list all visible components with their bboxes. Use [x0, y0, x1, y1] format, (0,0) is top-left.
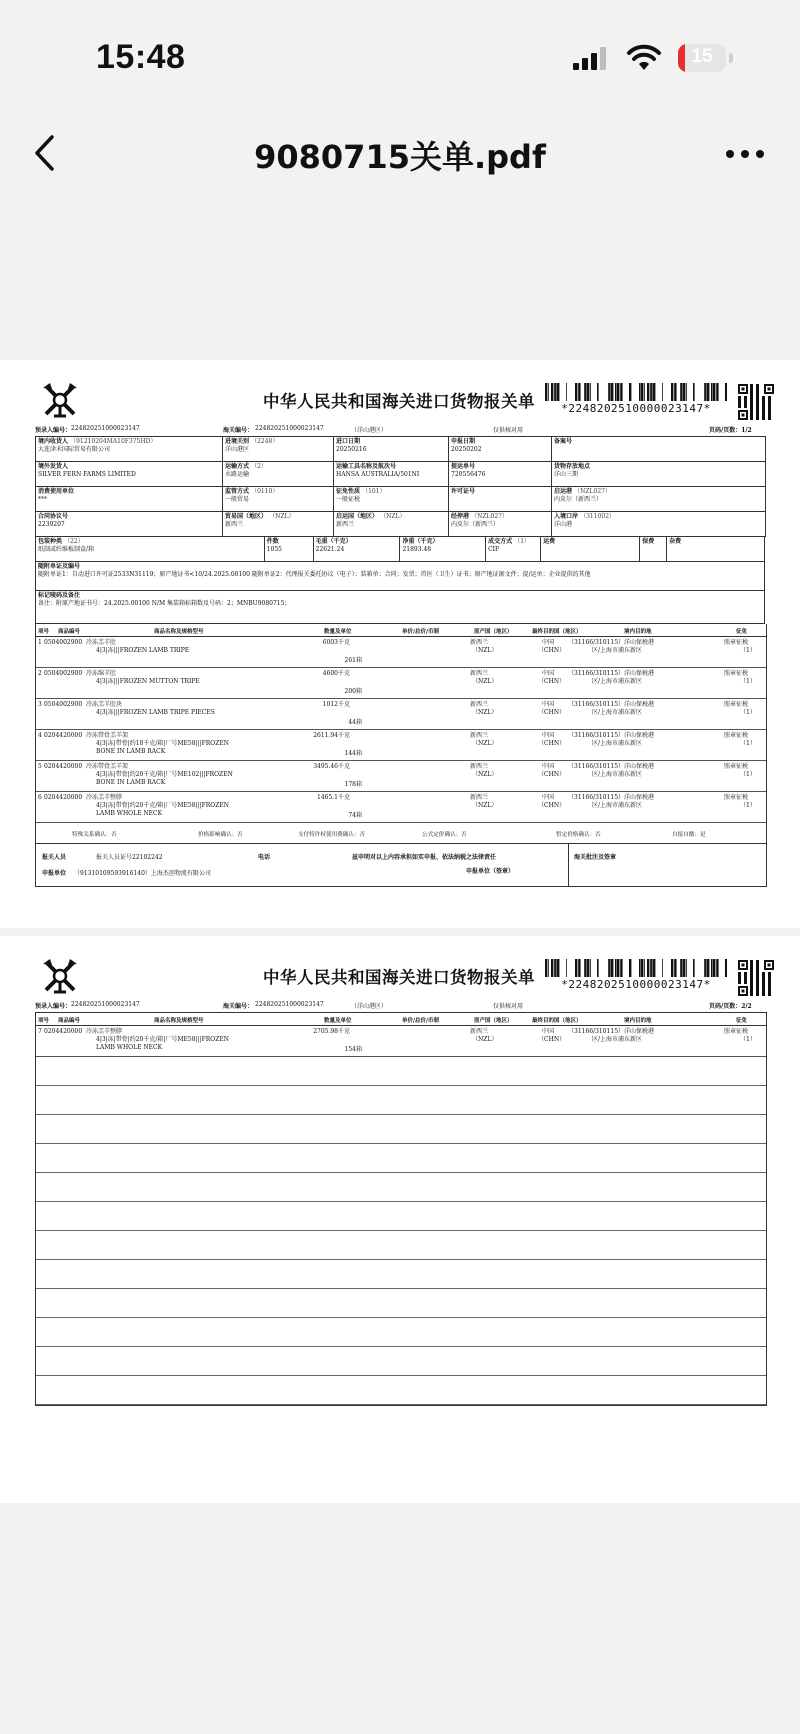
provisional-price-confirm: 暂定价格确认：否: [556, 832, 601, 839]
goods-code: 0504002900: [44, 639, 83, 647]
goods-name: 冷冻羔羊整脖: [86, 794, 123, 802]
goods-origin: 新西兰: [470, 1028, 489, 1035]
field-label: 净重（千克）: [402, 538, 439, 546]
goods-qty: 1465.1千克: [317, 794, 350, 802]
goods-qty2: 178箱: [344, 781, 362, 789]
goods-origin-code: （NZL）: [472, 740, 498, 748]
goods-row: [36, 699, 766, 730]
header-field: [552, 462, 766, 487]
header-field: [449, 487, 552, 512]
pdf-page-1: [0, 360, 800, 928]
field-value: CIF: [488, 546, 500, 554]
field-code: （311002）: [580, 513, 616, 520]
wifi-icon: [626, 44, 662, 72]
goods-header-name-spec: 商品名称及规格型号: [154, 1018, 204, 1024]
header-field: [552, 512, 766, 537]
goods-duty-code: （1）: [740, 802, 756, 810]
form-header-p2: [35, 944, 765, 998]
pre-entry-number: 224820251000023147: [71, 425, 140, 432]
docs-value: 随附单证1：自动进口许可证2533N31119；原产地证书<10/24.2025.00100 随附单证2：代理报关委托协议（电子）；装箱单；合同；发票；兽医（卫生）证书；原产地证据文件；提/运单；企业提供的其他: [38, 571, 591, 579]
packing-field: [541, 537, 640, 562]
goods-origin-code: （NZL）: [472, 771, 498, 779]
empty-row: [36, 1289, 766, 1318]
field-code: （91210204MA10F375HD）: [70, 438, 157, 445]
goods-name: 冷冻绵羊肚: [86, 670, 117, 678]
goods-duty-code: （1）: [740, 740, 756, 748]
self-pay-confirm: 自报自缴：是: [672, 832, 706, 839]
pre-entry-label: 预录入编号：: [35, 1003, 72, 1010]
customs-number: 224820251000023147: [255, 1001, 324, 1008]
field-label: 货物存放地点: [554, 463, 591, 470]
goods-origin: 新西兰: [470, 763, 489, 771]
header-field: [36, 487, 223, 512]
field-label: 备案号: [554, 438, 573, 445]
nav-bar: [0, 120, 800, 190]
field-value: 20250202: [451, 446, 482, 453]
field-value: HANSA AUSTRALIA/501NI: [336, 471, 420, 478]
goods-header-code-name: 商品编号: [58, 629, 81, 636]
pre-entry-label: 预录入编号：: [35, 427, 72, 434]
barcode-number: *2248202510000023147*: [561, 402, 711, 415]
goods-duty: 照章征税: [724, 639, 749, 647]
field-label: 进境关别: [225, 438, 250, 445]
declarer-cert: 报关人员证号22102242: [96, 854, 163, 862]
field-label: 包装种类: [38, 538, 63, 546]
goods-domestic: （31166/310115）洋山保税港: [568, 794, 655, 802]
goods-header-dest: 最终目的国（地区）: [532, 629, 582, 636]
goods-header-no: 项号: [38, 1018, 50, 1024]
goods-dest: 中国: [542, 670, 555, 678]
goods-duty-code: （1）: [740, 771, 756, 779]
header-field: [223, 487, 334, 512]
goods-spec: 4|3|冻|||FROZEN LAMB TRIPE: [96, 647, 190, 655]
goods-header: [36, 1013, 766, 1026]
goods-row: [36, 730, 766, 761]
field-value: 新西兰: [225, 521, 244, 528]
goods-code: 0504002900: [44, 701, 83, 709]
form-title: 中华人民共和国海关进口货物报关单: [263, 392, 535, 411]
goods-header-duty: 征免: [736, 629, 748, 636]
field-label: 入境口岸: [554, 513, 579, 520]
field-label: 境内收货人: [38, 438, 69, 445]
field-value: 内皮尔（新西兰）: [554, 496, 603, 503]
verify-note: 仅供核对用: [493, 1003, 524, 1010]
goods-domestic2: 区/上海市浦东新区: [592, 771, 643, 779]
goods-name: 冷冻带骨羔羊架: [86, 763, 129, 771]
goods-no: 5: [38, 763, 42, 771]
header-field: [334, 512, 449, 537]
empty-row: [36, 1260, 766, 1289]
goods-origin-code: （NZL）: [472, 1036, 498, 1043]
empty-row: [36, 1376, 766, 1405]
goods-origin: 新西兰: [470, 794, 489, 802]
field-label: 监管方式: [225, 488, 250, 495]
header-field: [552, 437, 766, 462]
goods-domestic: （31166/310115）洋山保税港: [568, 639, 655, 647]
barcode-image: [545, 383, 727, 401]
field-value: ***: [38, 496, 47, 503]
page-count: 页码/页数：2/2: [709, 1003, 752, 1010]
goods-header-price: 单价/总价/币制: [402, 629, 440, 636]
header-field: [552, 487, 766, 512]
header-field: [223, 512, 334, 537]
goods-domestic2: 区/上海市浦东新区: [592, 740, 643, 748]
packing-field: [667, 537, 765, 562]
goods-domestic2: 区/上海市浦东新区: [592, 1036, 643, 1043]
price-impact-confirm: 价格影响确认：否: [198, 832, 243, 839]
field-code: （NZL）: [380, 513, 406, 520]
field-value: 洋山港区: [225, 446, 250, 453]
goods-code: 0504002900: [44, 670, 83, 678]
goods-qty2: 154箱: [344, 1046, 362, 1053]
field-label: 境外发货人: [38, 463, 69, 470]
field-value: 21893.48: [402, 546, 432, 554]
field-label: 消费使用单位: [38, 488, 75, 495]
customs-no-label: 海关编号：: [223, 427, 254, 434]
legal-statement: 兹申明对以上内容承担如实申报、依法纳税之法律责任: [352, 854, 497, 862]
field-label: 毛重（千克）: [315, 538, 352, 546]
field-code: （NZL）: [269, 513, 295, 520]
empty-row: [36, 1173, 766, 1202]
goods-no: 7: [38, 1028, 42, 1035]
goods-dest: 中国: [542, 763, 555, 771]
goods-no: 4: [38, 732, 42, 740]
declarer-label: 报关人员: [42, 854, 67, 862]
field-value: 洋山三期: [554, 471, 579, 478]
barcode-image: [545, 959, 727, 977]
field-value: 1055: [266, 546, 282, 554]
goods-row: [36, 668, 766, 699]
field-value: 大连津禾国际贸易有限公司: [38, 446, 111, 453]
empty-row: [36, 1318, 766, 1347]
goods-header-price: 单价/总价/币制: [402, 1018, 440, 1024]
goods-row: [36, 1026, 766, 1057]
field-label: 申报日期: [451, 438, 476, 445]
field-code: （2248）: [251, 438, 279, 445]
packing-field: [640, 537, 667, 562]
field-value: 水路运输: [225, 471, 250, 478]
header-field: [449, 512, 552, 537]
header-field: [334, 487, 449, 512]
goods-spec: 4|3|冻|||FROZEN MUTTON TRIPE: [96, 678, 200, 686]
goods-spec: 4|3|冻|带骨|约20千克/箱|厂号ME58|||FROZEN: [96, 802, 230, 810]
goods-domestic: （31166/310115）洋山保税港: [568, 670, 655, 678]
field-code: （2）: [251, 463, 267, 470]
goods-domestic: （31166/310115）洋山保税港: [568, 732, 655, 740]
goods-qty2: 44箱: [348, 719, 362, 727]
goods-origin-code: （NZL）: [472, 802, 498, 810]
goods-origin-code: （NZL）: [472, 678, 498, 686]
battery-level: 15: [691, 46, 713, 67]
field-value: 新西兰: [336, 521, 355, 528]
packing-field: [313, 537, 400, 562]
empty-row: [36, 1057, 766, 1086]
goods-origin: 新西兰: [470, 639, 489, 647]
goods-duty: 照章征税: [724, 670, 749, 678]
goods-domestic: （31166/310115）洋山保税港: [568, 763, 655, 771]
field-label: 征免性质: [336, 488, 361, 495]
field-code: （101）: [362, 488, 386, 495]
field-code: （NZL027）: [471, 513, 508, 520]
goods-duty-code: （1）: [740, 1036, 756, 1043]
customs-number: 224820251000023147: [255, 425, 324, 432]
header-field: [449, 437, 552, 462]
declaring-unit: （91310109593916140）上海杰创物流有限公司: [74, 870, 211, 878]
confirm-row: [36, 823, 766, 844]
goods-duty-code: （1）: [740, 678, 756, 686]
field-label: 杂费: [669, 538, 682, 546]
header-field: [223, 462, 334, 487]
goods-header-name-spec: 商品名称及规格型号: [154, 629, 204, 636]
goods-no: 3: [38, 701, 42, 709]
field-label: 贸易国（地区）: [225, 513, 268, 520]
goods-domestic2: 区/上海市浦东新区: [592, 678, 643, 686]
goods-qty: 3495.46千克: [313, 763, 350, 771]
goods-header-no: 项号: [38, 629, 50, 636]
goods-dest: 中国: [542, 1028, 555, 1035]
goods-dest-code: （CHN）: [538, 1036, 566, 1043]
field-code: （NZL027）: [574, 488, 611, 495]
goods-qty: 2611.94千克: [313, 732, 350, 740]
field-value: 2239207: [38, 521, 65, 528]
header-field: [223, 437, 334, 462]
goods-qty: 2705.98千克: [313, 1028, 350, 1035]
goods-header-qty: 数量及单位: [324, 629, 352, 636]
field-label: 运输方式: [225, 463, 250, 470]
goods-origin-code: （NZL）: [472, 709, 498, 717]
goods-dest: 中国: [542, 701, 555, 709]
empty-row: [36, 1347, 766, 1376]
goods-header-domestic: 境内目的地: [624, 629, 652, 636]
goods-dest-code: （CHN）: [538, 647, 566, 655]
more-options-icon[interactable]: [726, 150, 766, 160]
goods-row: [36, 761, 766, 792]
header-field: [36, 462, 223, 487]
field-label: 合同协议号: [38, 513, 69, 520]
goods-name: 冷冻羔羊肚: [86, 639, 117, 647]
phone-label: 电话: [258, 854, 271, 862]
goods-domestic: （31166/310115）洋山保税港: [568, 701, 655, 709]
goods-qty: 6003千克: [322, 639, 350, 647]
header-field: [36, 437, 223, 462]
goods-spec2: LAMB WHOLE NECK: [96, 810, 163, 818]
goods-header-duty: 征免: [736, 1018, 748, 1024]
field-value: SILVER FERN FARMS LIMITED: [38, 471, 136, 478]
status-bar: [0, 0, 800, 110]
field-label: 经停港: [451, 513, 470, 520]
field-label: 运费: [543, 538, 556, 546]
packing-field: [264, 537, 313, 562]
goods-name: 冷冻羔羊整脖: [86, 1028, 123, 1035]
field-value: 洋山港: [554, 521, 573, 528]
goods-table-p2: [35, 1012, 767, 1406]
goods-row: [36, 792, 766, 823]
customs-emblem-icon: [40, 380, 80, 420]
pre-entry-number: 224820251000023147: [71, 1001, 140, 1008]
goods-code: 0204420000: [44, 763, 83, 771]
field-label: 件数: [266, 538, 279, 546]
form-meta-p2: [35, 998, 765, 1012]
packing-fields-table: [35, 536, 765, 624]
marks-value: 备注：附原产地证书号：24.2025.00100 N/M 集装箱标箱数及号码：2；MNBU9080715；: [38, 600, 291, 608]
field-value: 22621.24: [315, 546, 345, 554]
packing-field: [486, 537, 541, 562]
goods-qty2: 200箱: [344, 688, 362, 696]
goods-dest-code: （CHN）: [538, 740, 566, 748]
customs-emblem-icon: [40, 956, 80, 996]
document-title: 9080715关单.pdf: [254, 138, 546, 176]
battery-icon: [678, 44, 726, 72]
formula-price-confirm: 公式定价确认：否: [422, 832, 467, 839]
form-title: 中华人民共和国海关进口货物报关单: [263, 968, 535, 987]
goods-qty: 4600千克: [322, 670, 350, 678]
goods-header-code-name: 商品编号: [58, 1018, 81, 1024]
field-label: 许可证号: [451, 488, 476, 495]
goods-header-dest: 最终目的国（地区）: [532, 1018, 582, 1024]
goods-dest: 中国: [542, 794, 555, 802]
header-field: [334, 437, 449, 462]
empty-row: [36, 1231, 766, 1260]
field-value: 20250216: [336, 446, 367, 453]
goods-spec: 4|3|冻|||FROZEN LAMB TRIPE PIECES: [96, 709, 215, 717]
goods-row: [36, 637, 766, 668]
empty-row: [36, 1115, 766, 1144]
goods-spec: 4|3|冻|带骨|约20千克/箱|厂号ME58|||FROZEN: [96, 1036, 230, 1043]
empty-row: [36, 1202, 766, 1231]
header-field: [36, 512, 223, 537]
goods-origin: 新西兰: [470, 670, 489, 678]
goods-duty: 照章征税: [724, 701, 749, 709]
goods-domestic: （31166/310115）洋山保税港: [568, 1028, 655, 1035]
customs-note-label: 海关批注及签章: [574, 854, 617, 862]
verify-note: 仅供核对用: [493, 427, 524, 434]
goods-table: [35, 624, 767, 887]
barcode-number: *2248202510000023147*: [561, 978, 711, 991]
port-name: （洋山港区）: [351, 1003, 388, 1010]
goods-header-qty: 数量及单位: [324, 1018, 352, 1024]
port-name: （洋山港区）: [351, 427, 388, 434]
goods-spec: 4|3|冻|带骨|约18千克/箱|厂号ME58|||FROZEN: [96, 740, 230, 748]
field-label: 启运国（地区）: [336, 513, 379, 520]
goods-origin: 新西兰: [470, 701, 489, 709]
page-count: 页码/页数：1/2: [709, 427, 752, 434]
field-label: 启运港: [554, 488, 573, 495]
pdf-page-2: [0, 936, 800, 1503]
field-label: 成交方式: [488, 538, 513, 546]
docs-label: 随附单证及编号: [38, 563, 81, 571]
marks-label: 标记唛码及备注: [38, 592, 81, 600]
goods-dest: 中国: [542, 732, 555, 740]
goods-no: 2: [38, 670, 42, 678]
unit-label: 申报单位: [42, 870, 67, 878]
field-code: （1）: [514, 538, 531, 546]
empty-row: [36, 1086, 766, 1115]
goods-dest-code: （CHN）: [538, 771, 566, 779]
goods-domestic2: 区/上海市浦东新区: [592, 709, 643, 717]
goods-header-origin: 原产国（地区）: [474, 629, 513, 636]
goods-duty: 照章征税: [724, 1028, 749, 1035]
goods-header: [36, 624, 766, 637]
goods-spec2: BONE IN LAMB RACK: [96, 779, 166, 787]
empty-row: [36, 1144, 766, 1173]
declaration-footer: [36, 844, 766, 886]
goods-origin: 新西兰: [470, 732, 489, 740]
goods-spec2: BONE IN LAMB RACK: [96, 748, 166, 756]
goods-spec: 4|3|冻|带骨|约20千克/箱|厂号ME102|||FROZEN: [96, 771, 233, 779]
goods-name: 冷冻带骨羔羊架: [86, 732, 129, 740]
status-time: 15:48: [96, 38, 186, 76]
field-code: （0110）: [251, 488, 279, 495]
goods-name: 冷冻羔羊肚块: [86, 701, 123, 709]
goods-header-domestic: 境内目的地: [624, 1018, 652, 1024]
goods-code: 0204420000: [44, 1028, 83, 1035]
goods-qty2: 144箱: [344, 750, 362, 758]
goods-spec2: LAMB WHOLE NECK: [96, 1044, 163, 1051]
customs-no-label: 海关编号：: [223, 1003, 254, 1010]
goods-duty: 照章征税: [724, 794, 749, 802]
goods-dest-code: （CHN）: [538, 709, 566, 717]
cellular-signal-icon: [573, 46, 609, 70]
header-field: [334, 462, 449, 487]
goods-qty2: 74箱: [348, 812, 362, 820]
goods-domestic2: 区/上海市浦东新区: [592, 802, 643, 810]
qr-code-icon: [738, 960, 774, 996]
goods-no: 6: [38, 794, 42, 802]
goods-qty: 1012千克: [322, 701, 350, 709]
field-value: 一般贸易: [225, 496, 250, 503]
field-label: 运输工具名称及航次号: [336, 463, 397, 470]
field-value: 内皮尔（新西兰）: [451, 521, 500, 528]
field-value: 一般征税: [336, 496, 361, 503]
form-meta: [35, 422, 765, 436]
goods-dest-code: （CHN）: [538, 802, 566, 810]
header-fields-table: [35, 436, 766, 537]
header-field: [449, 462, 552, 487]
goods-dest-code: （CHN）: [538, 678, 566, 686]
field-label: 保费: [642, 538, 655, 546]
goods-code: 0204420000: [44, 794, 83, 802]
field-code: （22）: [64, 538, 84, 546]
goods-origin-code: （NZL）: [472, 647, 498, 655]
form-header: [35, 368, 765, 422]
unit-stamp-label: 申报单位（签章）: [466, 868, 515, 876]
goods-duty: 照章征税: [724, 732, 749, 740]
goods-duty: 照章征税: [724, 763, 749, 771]
packing-field: [400, 537, 486, 562]
goods-dest: 中国: [542, 639, 555, 647]
goods-duty-code: （1）: [740, 647, 756, 655]
goods-no: 1: [38, 639, 42, 647]
field-label: 进口日期: [336, 438, 361, 445]
goods-header-origin: 原产国（地区）: [474, 1018, 513, 1024]
goods-qty2: 261箱: [344, 657, 362, 665]
goods-duty-code: （1）: [740, 709, 756, 717]
packing-field: [36, 537, 265, 562]
goods-domestic2: 区/上海市浦东新区: [592, 647, 643, 655]
qr-code-icon: [738, 384, 774, 420]
field-value: 纸制或纤维板制盒/箱: [38, 546, 95, 554]
special-relation-confirm: 特殊关系确认：否: [72, 832, 117, 839]
royalty-confirm: 支付特许权使用费确认：否: [298, 832, 366, 839]
field-label: 提运单号: [451, 463, 476, 470]
goods-code: 0204420000: [44, 732, 83, 740]
field-value: 720556476: [451, 471, 486, 478]
